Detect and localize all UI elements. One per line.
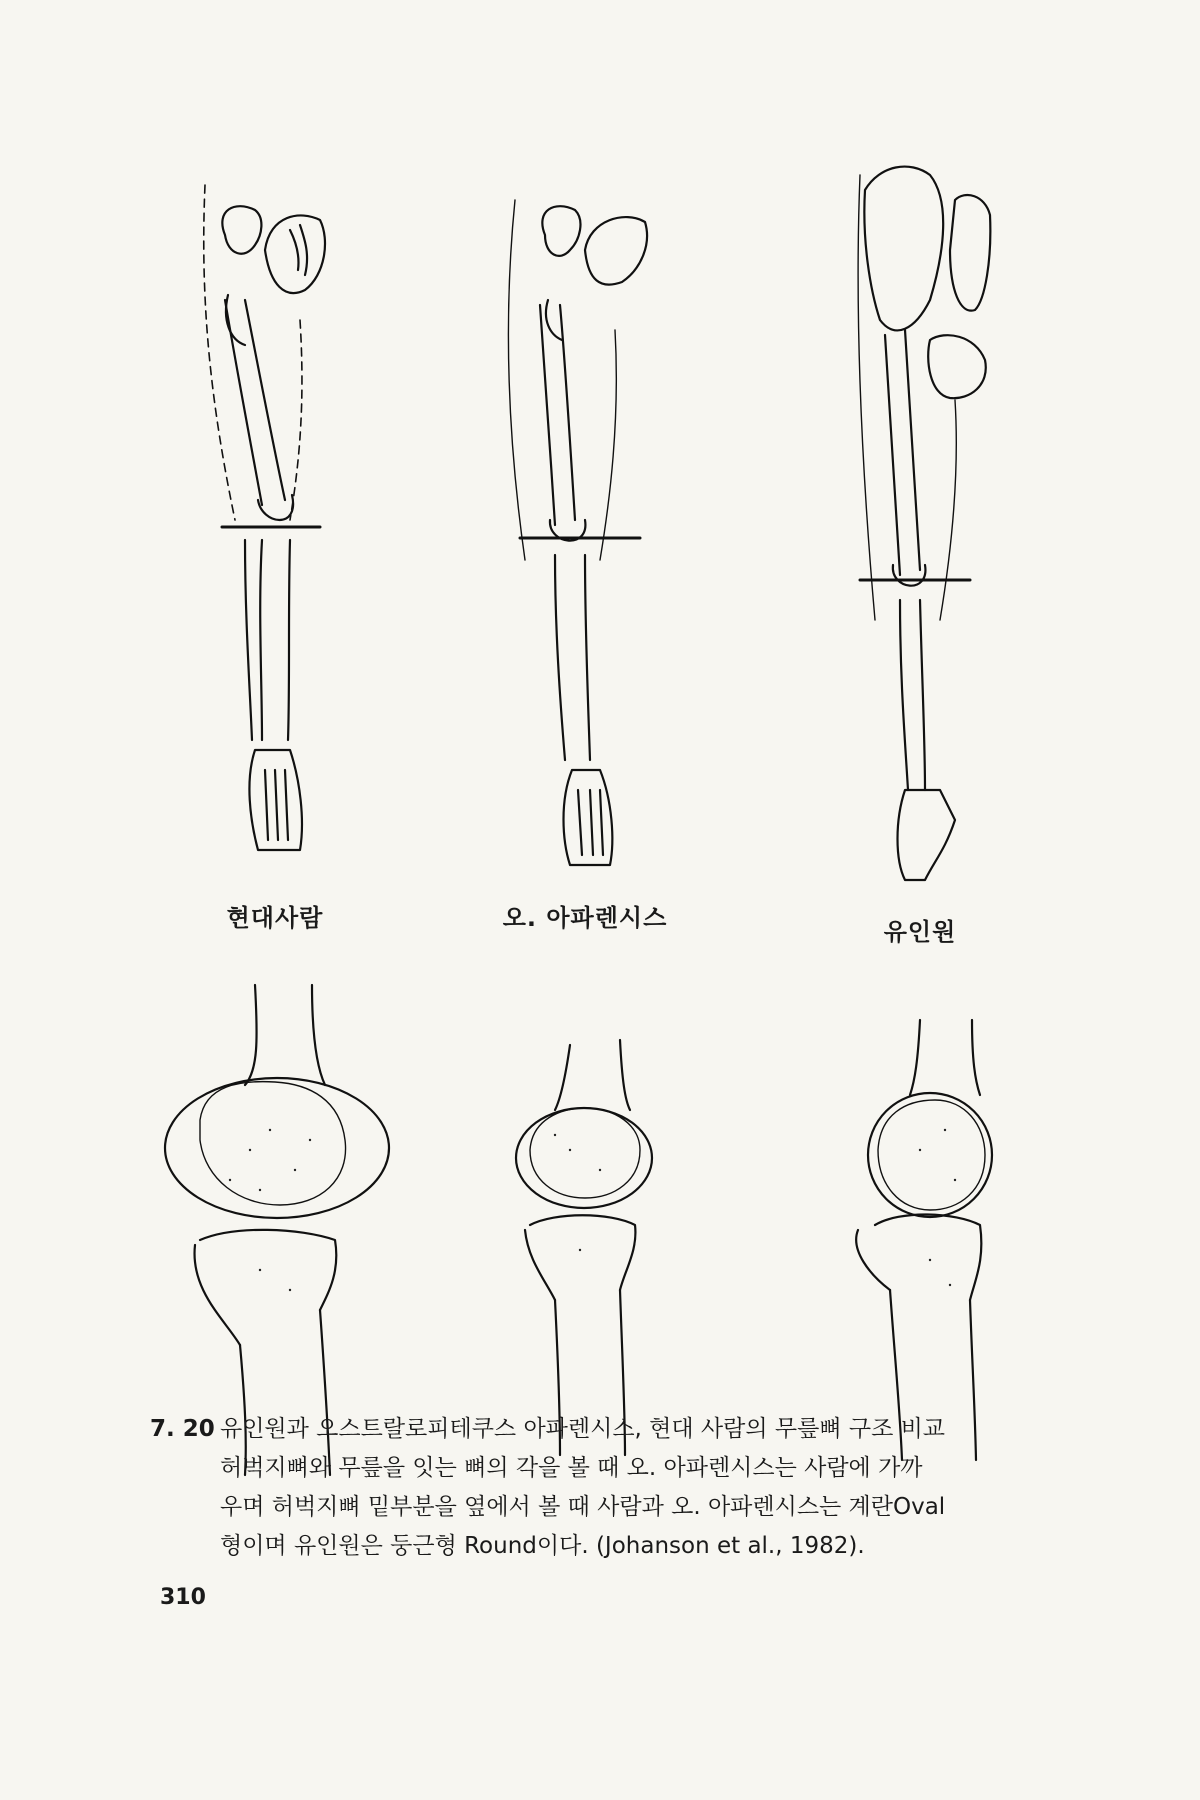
stippling-dots (229, 1129, 956, 1291)
caption-line-2: 허벅지뼈와 무릎을 잇는 뼈의 각을 볼 때 오. 아파렌시스는 사람에 가까 (220, 1455, 923, 1481)
label-ape: 유인원 (883, 918, 957, 946)
page-number: 310 (160, 1585, 206, 1610)
label-modern-human: 현대사람 (226, 904, 324, 932)
human-leg-illustration (204, 185, 325, 850)
ape-knee-closeup (856, 1020, 992, 1460)
afarensis-knee-closeup (516, 1040, 652, 1455)
ape-leg-illustration (858, 167, 990, 880)
figure-number: 7. 20 (150, 1416, 215, 1442)
caption-line-4: 형이며 유인원은 둥근형 Round이다. (Johanson et al., 1982). (220, 1533, 865, 1559)
afarensis-leg-illustration (508, 200, 647, 865)
caption-body (220, 1410, 1040, 1566)
caption-line-1: 유인원과 오스트랄로피테쿠스 아파렌시스, 현대 사람의 무릎뼈 구조 비교 (220, 1416, 946, 1442)
human-knee-closeup (165, 985, 389, 1475)
caption-line-3: 우며 허벅지뼈 밑부분을 옆에서 볼 때 사람과 오. 아파렌시스는 계란Oval (220, 1494, 946, 1520)
label-afarensis: 오. 아파렌시스 (502, 904, 668, 932)
